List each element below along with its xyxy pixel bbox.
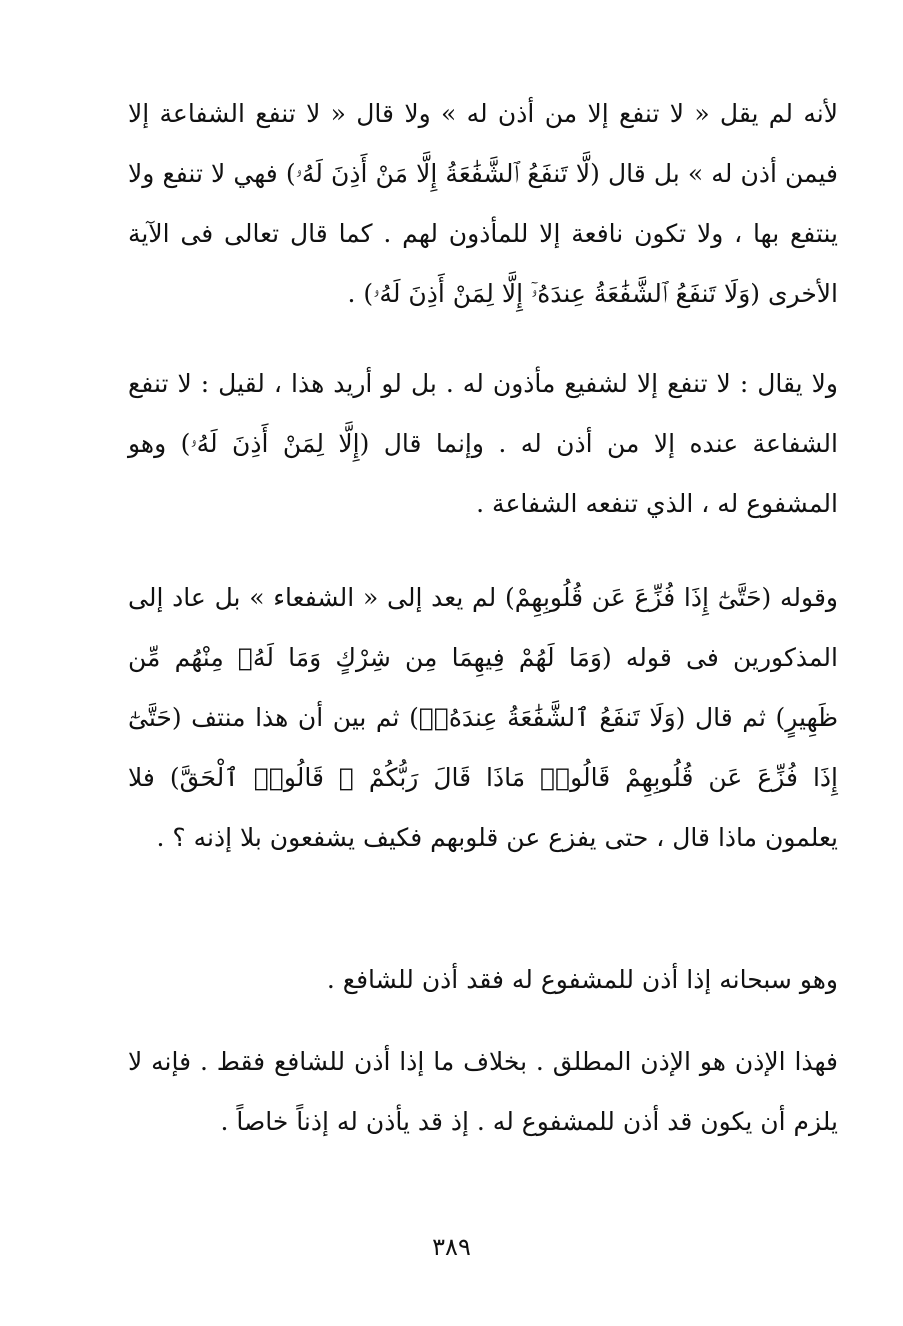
paragraph-1: لأنه لم يقل « لا تنفع إلا من أذن له » ولا قال « لا تنفع الشفاعة إلا فيمن أذن له » بل قال (لَّا تَنفَعُ ٱلشَّفَٰعَةُ إِلَّا مَنْ أَذِنَ لَهُۥ) فهي لا تنفع ولا ينتفع بها ، ولا تكون نافعة إلا للمأذون لهم . كما قال تعالى فى الآية الأخرى (وَلَا تَنفَعُ ٱلشَّفَٰعَةُ عِندَهُۥٓ إِلَّا لِمَنْ أَذِنَ لَهُۥ) .	[128, 99, 838, 308]
page-number: ٣٨٩	[432, 1233, 471, 1261]
paragraph-5: فهذا الإذن هو الإذن المطلق . بخلاف ما إذا أذن للشافع فقط . فإنه لا يلزم أن يكون قد أذن للمشفوع له . إذ قد يأذن له إذناً خاصاً .	[128, 1047, 838, 1136]
paragraph-2: ولا يقال : لا تنفع إلا لشفيع مأذون له . بل لو أريد هذا ، لقيل : لا تنفع الشفاعة عنده إلا من أذن له . وإنما قال (إِلَّا لِمَنْ أَذِنَ لَهُۥ) وهو المشفوع له ، الذي تنفعه الشفاعة .	[128, 369, 838, 518]
paragraph-3: وقوله (حَتَّىٰٓ إِذَا فُزِّعَ عَن قُلُوبِهِمْ) لم يعد إلى « الشفعاء » بل عاد إلى المذكورين فى قوله (وَمَا لَهُمْ فِيهِمَا مِن شِرْكٍ وَمَا لَهُۥ مِنْهُم مِّن ظَهِيرٍ) ثم قال (وَلَا تَنفَعُ ٱلشَّفَٰعَةُ عِندَهُۥٓ) ثم بين أن هذا منتف (حَتَّىٰٓ إِذَا فُزِّعَ عَن قُلُوبِهِمْ قَالُوا۟ مَاذَا قَالَ رَبُّكُمْ ۖ قَالُوا۟ ٱلْحَقَّ) فلا يعلمون ماذا قال ، حتى يفزع عن قلوبهم فكيف يشفعون بلا إذنه ؟ .	[128, 583, 838, 852]
paragraph-4: وهو سبحانه إذا أذن للمشفوع له فقد أذن للشافع .	[326, 965, 838, 994]
